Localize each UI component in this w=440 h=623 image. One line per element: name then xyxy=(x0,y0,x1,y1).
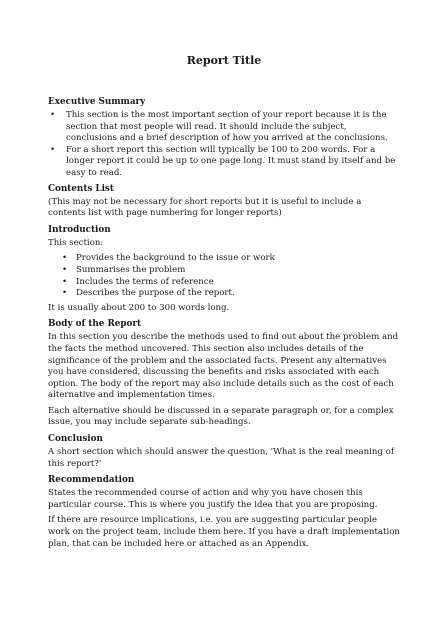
recommendation-paragraph-2: If there are resource implications, i.e. you are suggesting particular people work on the project team, include them here. If you have a draft implementation plan, that can be included here or attached as an Appendix. xyxy=(48,515,400,549)
heading-contents-list: Contents List xyxy=(48,183,114,194)
list-item: • Describes the purpose of the report. xyxy=(48,288,400,300)
heading-conclusion: Conclusion xyxy=(48,434,103,445)
recommendation-paragraph-1: States the recommended course of action and why you have chosen this particular course. This is where you justify the idea that you are proposing. xyxy=(48,488,378,510)
contents-list-text: (This may not be necessary for short reports but it is useful to include a contents list with page numbering for longer reports) xyxy=(48,196,362,219)
heading-recommendation: Recommendation xyxy=(48,475,135,486)
body-paragraph-1: In this section you describe the methods used to find out about the problem and the facts the method uncovered. This section also includes details of the significance of the problem and the associated facts. Present any alternatives you have considered, discussing the benefits and risks associated with each option. The body of the report may also include details such as the cost of each alternative and implementation times. xyxy=(48,332,399,401)
introduction-lead: This section: xyxy=(48,237,104,248)
list-item: • For a short report this section will typically be 100 to 200 words. For a longer report it could be up to one page long. It must stand by itself and be easy to read. xyxy=(48,145,400,180)
body-paragraph-2: Each alternative should be discussed in a separate paragraph or, for a complex issue, you may include separate sub-headings. xyxy=(48,405,394,428)
conclusion-text: A short section which should answer the question, 'What is the real meaning of this report?' xyxy=(48,447,395,469)
list-item: • Provides the background to the issue or work xyxy=(48,253,400,265)
report-title: Report Title xyxy=(186,54,262,67)
executive-summary-list xyxy=(48,110,400,180)
introduction-list xyxy=(48,253,400,299)
heading-body-of-report: Body of the Report xyxy=(48,319,142,330)
list-item: • Includes the terms of reference xyxy=(48,277,400,289)
list-item: • Summarises the problem xyxy=(48,265,400,277)
heading-executive-summary: Executive Summary xyxy=(48,97,146,107)
heading-introduction: Introduction xyxy=(48,224,111,235)
report-page xyxy=(48,54,400,554)
introduction-closing: It is usually about 200 to 300 words long. xyxy=(48,302,230,313)
list-item: • This section is the most important section of your report because it is the section that most people will read. It should include the subject, conclusions and a brief description of how you arrived at the conclusions. xyxy=(48,110,400,145)
